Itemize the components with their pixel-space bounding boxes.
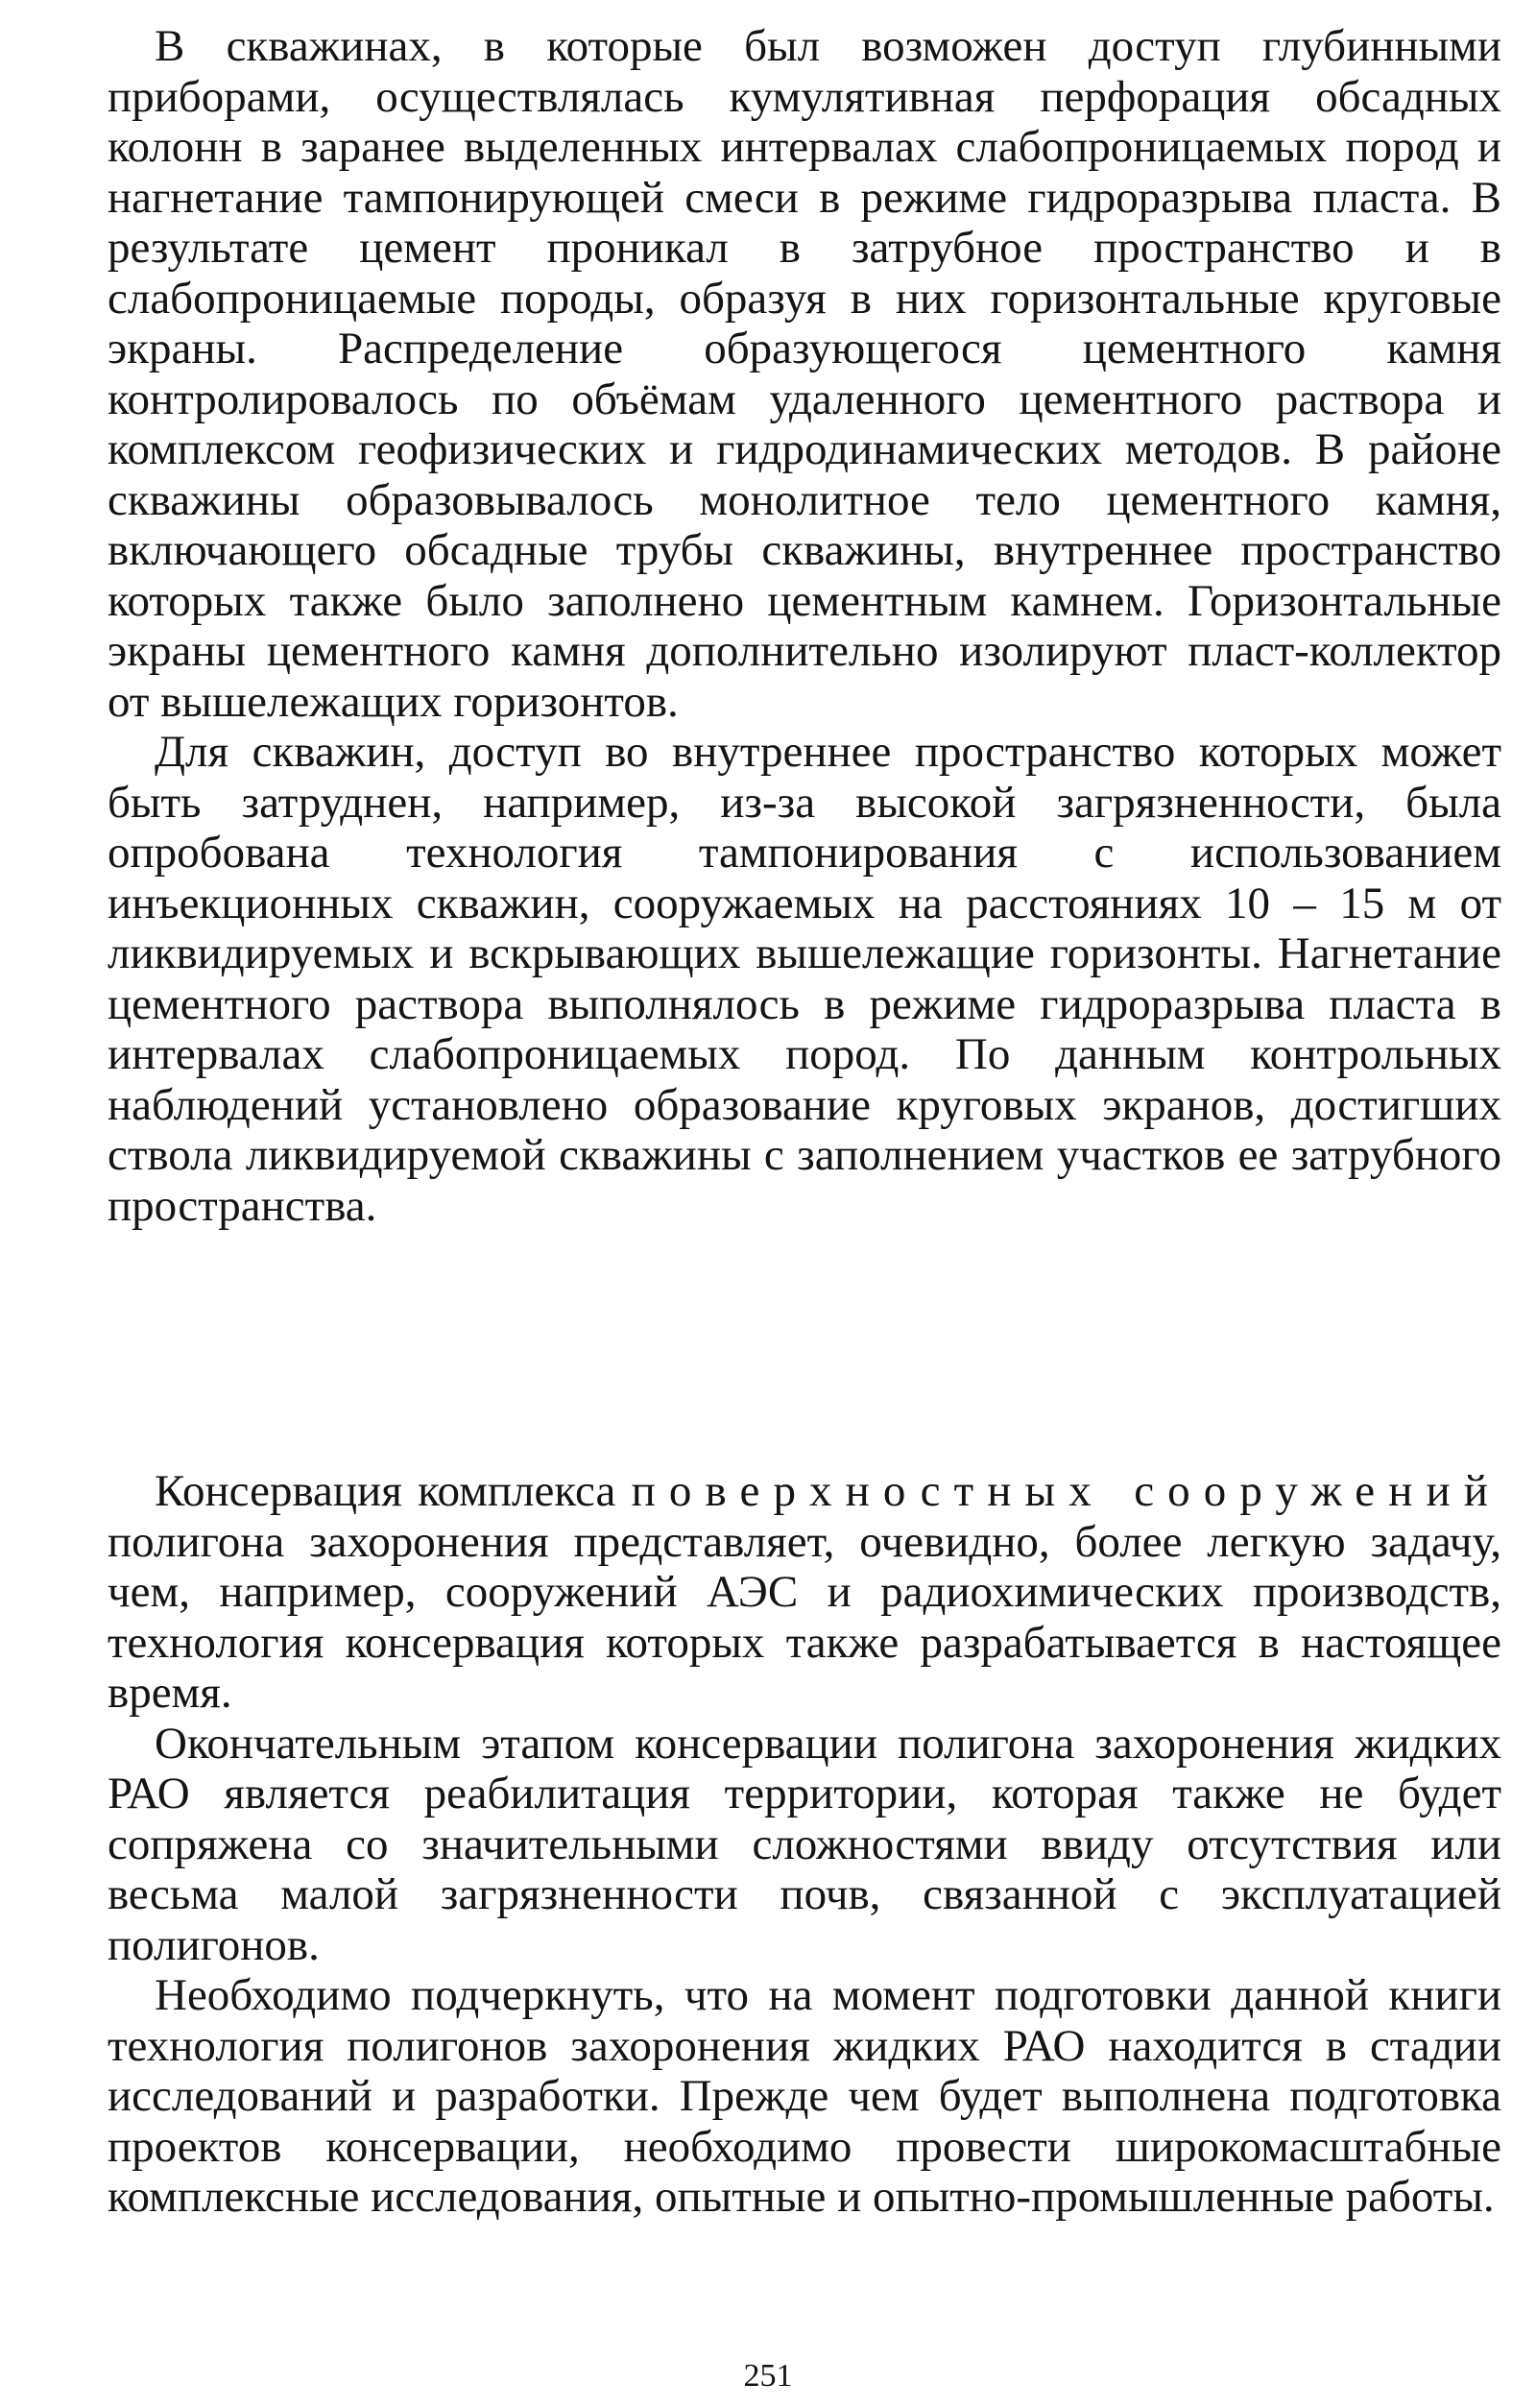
section-2 xyxy=(108,1466,1501,2223)
paragraph-1: В скважинах, в которые был возможен доступ глубинными приборами, осуществлялась кумулятивная перфорация обсадных колонн в заранее выделенных интервалах слабопроницаемых пород и нагнетание тампонирующей смеси в режиме гидроразрыва пласта. В результате цемент проникал в затрубное пространство и в слабопроницаемые породы, образуя в них горизонтальные круговые экраны. Распределение образующегося цементного камня контролировалось по объёмам удаленного цементного раствора и комплексом геофизических и гидродинамических методов. В районе скважины образовывалось монолитное тело цементного камня, включающего обсадные трубы скважины, внутреннее пространство которых также было заполнено цементным камнем. Горизонтальные экраны цементного камня дополнительно изолируют пласт-коллектор от вышележащих горизонтов. xyxy=(108,21,1501,727)
paragraph-3-start: Консервация комплекса xyxy=(155,1466,632,1516)
page-number: 251 xyxy=(743,2358,793,2394)
paragraph-4: Окончательным этапом консервации полигона захоронения жидких РАО является реабилитация территории, которая также не будет сопряжена со значительными сложностями ввиду отсутствия или весьма малой загрязненности почв, связанной с эксплуатацией полигонов. xyxy=(108,1718,1501,1970)
paragraph-3 xyxy=(108,1466,1501,1719)
paragraph-3-end: полигона захоронения представляет, очевидно, более легкую задачу, чем, например, сооружений АЭС и радиохимических производств, технология консервация которых также разрабатывается в настоящее время. xyxy=(108,1516,1501,1718)
section-1 xyxy=(108,21,1501,1231)
paragraph-2: Для скважин, доступ во внутреннее пространство которых может быть затруднен, например, из-за высокой загрязненности, была опробована технология тампонирования с использованием инъекционных скважин, сооружаемых на расстояниях 10 – 15 м от ликвидируемых и вскрывающих вышележащие горизонты. Нагнетание цементного раствора выполнялось в режиме гидроразрыва пласта в интервалах слабопроницаемых пород. По данным контрольных наблюдений установлено образование круговых экранов, достигших ствола ликвидируемой скважины с заполнением участков ее затрубного пространства. xyxy=(108,727,1501,1231)
spaced-term: поверхностных сооружений xyxy=(631,1466,1501,1516)
paragraph-5: Необходимо подчеркнуть, что на момент подготовки данной книги технология полигонов захоронения жидких РАО находится в стадии исследований и разработки. Прежде чем будет выполнена подготовка проектов консервации, необходимо провести широкомасштабные комплексные исследования, опытные и опытно-промышленные работы. xyxy=(108,1970,1501,2222)
